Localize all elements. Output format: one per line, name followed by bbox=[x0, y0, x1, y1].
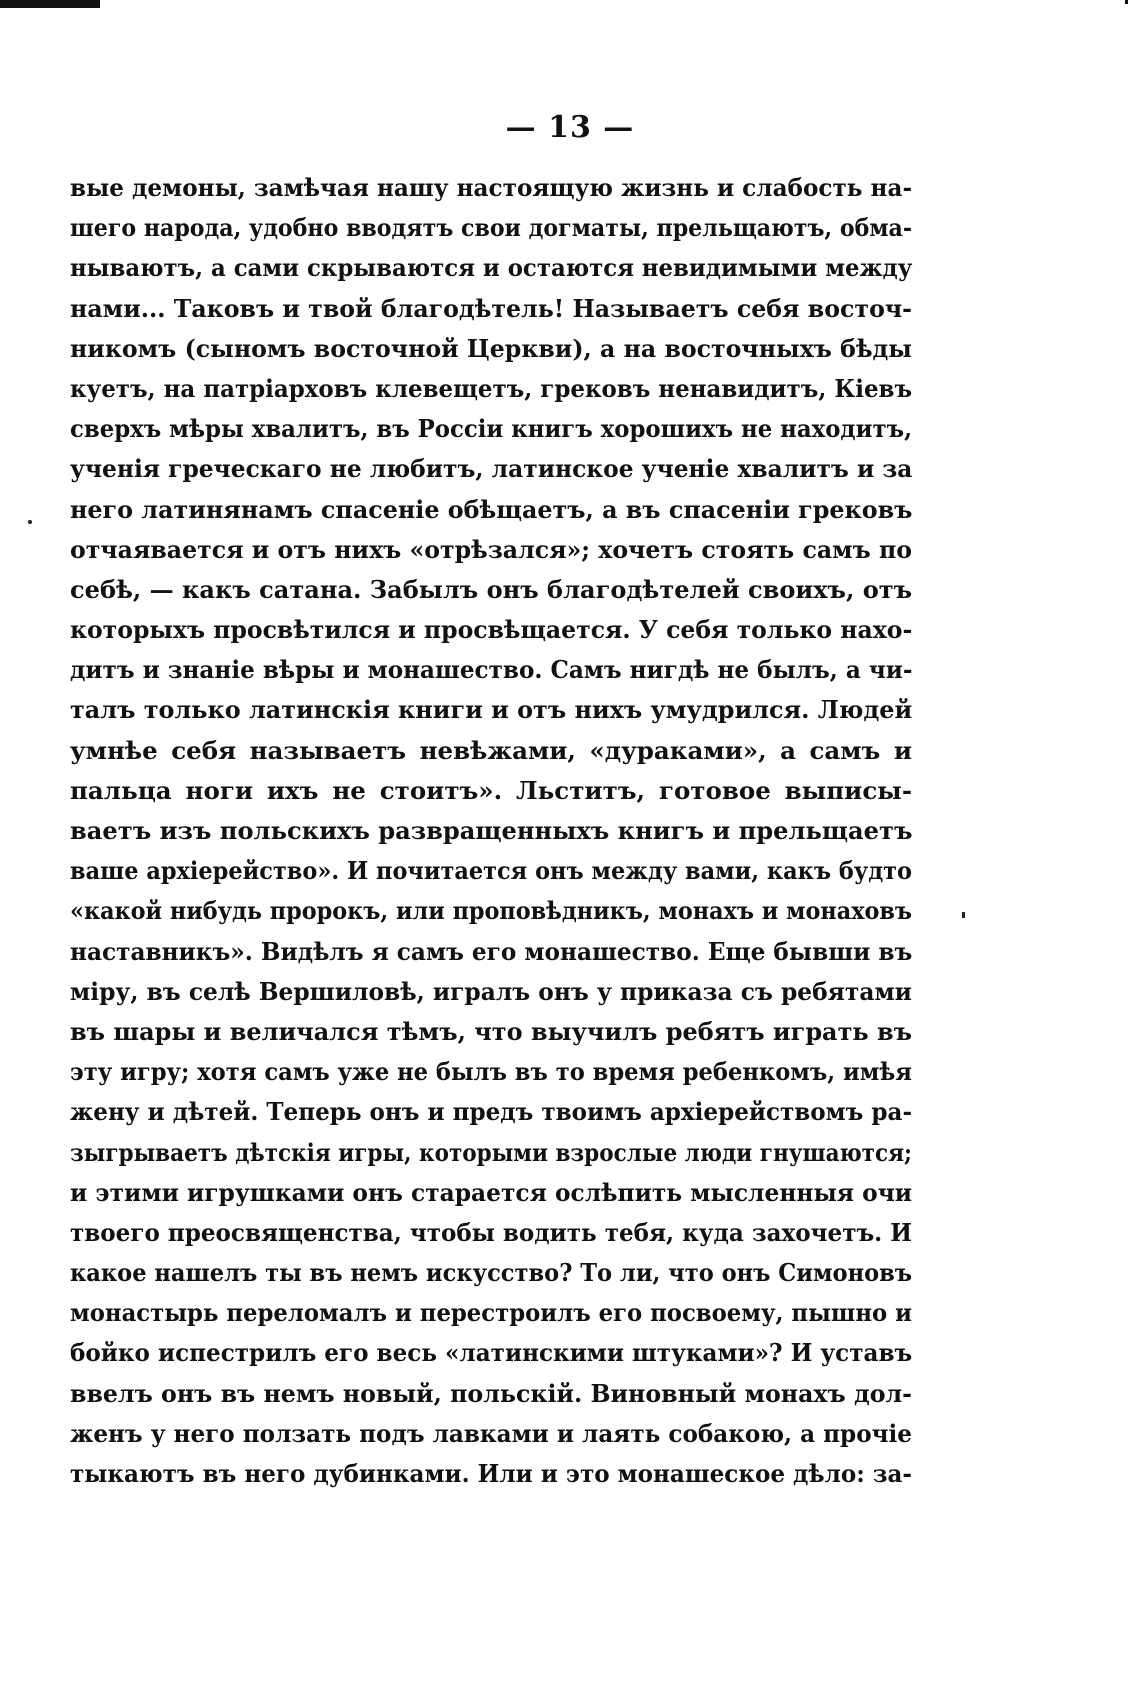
text-line: которыхъ просвѣтился и просвѣщается. У себя только нахо- bbox=[70, 615, 913, 645]
text-line: какое нашелъ ты въ немъ искусство? То ли, что онъ Симоновъ bbox=[70, 1258, 913, 1288]
text-line: ученія греческаго не любитъ, латинское ученіе хвалитъ и за bbox=[70, 454, 913, 484]
text-line: пальца ноги ихъ не стоитъ». Льститъ, готовое выписы- bbox=[70, 775, 912, 805]
text-line: тыкаютъ въ него дубинками. Или и это монашеское дѣло: за- bbox=[70, 1459, 913, 1488]
text-line: твоего преосвященства, чтобы водить тебя, куда захочетъ. И bbox=[70, 1217, 913, 1247]
text-line: въ шары и величался тѣмъ, что выучилъ ребятъ играть въ bbox=[70, 1016, 913, 1046]
text-line: жену и дѣтей. Теперь онъ и предъ твоимъ архіерействомъ ра- bbox=[70, 1097, 913, 1127]
text-line: талъ только латинскія книги и отъ нихъ умудрился. Людей bbox=[70, 695, 913, 725]
text-line: и этими игрушками онъ старается ослѣпить мысленныя очи bbox=[70, 1177, 913, 1207]
text-line: ваетъ изъ польскихъ развращенныхъ книгъ и прельщаетъ bbox=[70, 816, 913, 845]
text-line: вые демоны, замѣчая нашу настоящую жизнь и слабость на- bbox=[70, 173, 913, 202]
text-line: «какой нибудь пророкъ, или проповѣдникъ, монахъ и монаховъ bbox=[70, 896, 913, 926]
text-line: шего народа, удобно вводятъ свои догматы, прельщаютъ, обма- bbox=[70, 213, 913, 243]
text-line: него латинянамъ спасеніе обѣщаетъ, а въ спасеніи грековъ bbox=[70, 494, 913, 524]
text-line: ваше архіерейство». И почитается онъ между вами, какъ будто bbox=[70, 856, 912, 886]
text-line: куетъ, на патріарховъ клевещетъ, грековъ ненавидитъ, Кіевъ bbox=[70, 373, 913, 403]
text-line: дитъ и знаніе вѣры и монашество. Самъ нигдѣ не былъ, а чи- bbox=[70, 655, 913, 685]
text-line: наставникъ». Видѣлъ я самъ его монашество. Еще бывши въ bbox=[70, 936, 913, 966]
text-line: ввелъ онъ въ немъ новый, польскій. Виновный монахъ дол- bbox=[70, 1378, 913, 1408]
text-line: сверхъ мѣры хвалитъ, въ Россіи книгъ хорошихъ не находитъ, bbox=[70, 414, 913, 444]
text-line: себѣ, — какъ сатана. Забылъ онъ благодѣтелей своихъ, отъ bbox=[70, 574, 913, 604]
text-line: эту игру; хотя самъ уже не былъ въ то время ребенкомъ, имѣя bbox=[70, 1057, 912, 1087]
text-line: бойко испестрилъ его весь «латинскими штуками»? И уставъ bbox=[70, 1338, 913, 1368]
scan-edge-mark bbox=[0, 0, 100, 8]
text-line: женъ у него ползать подъ лавками и лаять собакою, а прочіе bbox=[70, 1418, 913, 1448]
text-line: міру, въ селѣ Вершиловѣ, игралъ онъ у приказа съ ребятами bbox=[70, 976, 912, 1006]
text-line: нами... Таковъ и твой благодѣтель! Называетъ себя восточ- bbox=[70, 293, 913, 323]
text-line: умнѣе себя называетъ невѣжами, «дураками», а самъ и bbox=[70, 735, 912, 765]
text-line: никомъ (сыномъ восточной Церкви), а на восточныхъ бѣды bbox=[70, 333, 913, 363]
text-line: отчаявается и отъ нихъ «отрѣзался»; хочетъ стоять самъ по bbox=[70, 534, 913, 564]
text-line: нываютъ, а сами скрываются и остаются невидимыми между bbox=[70, 253, 913, 283]
body-text bbox=[70, 168, 912, 1494]
margin-speck-left bbox=[28, 520, 32, 524]
text-line: монастырь переломалъ и перестроилъ его посвоему, пышно и bbox=[70, 1298, 912, 1328]
margin-speck-right bbox=[962, 912, 965, 918]
text-line: зыгрываетъ дѣтскія игры, которыми взрослые люди гнушаются; bbox=[70, 1137, 912, 1167]
scan-edge-dot bbox=[1125, 0, 1128, 4]
page-number: — 13 — bbox=[505, 110, 635, 145]
